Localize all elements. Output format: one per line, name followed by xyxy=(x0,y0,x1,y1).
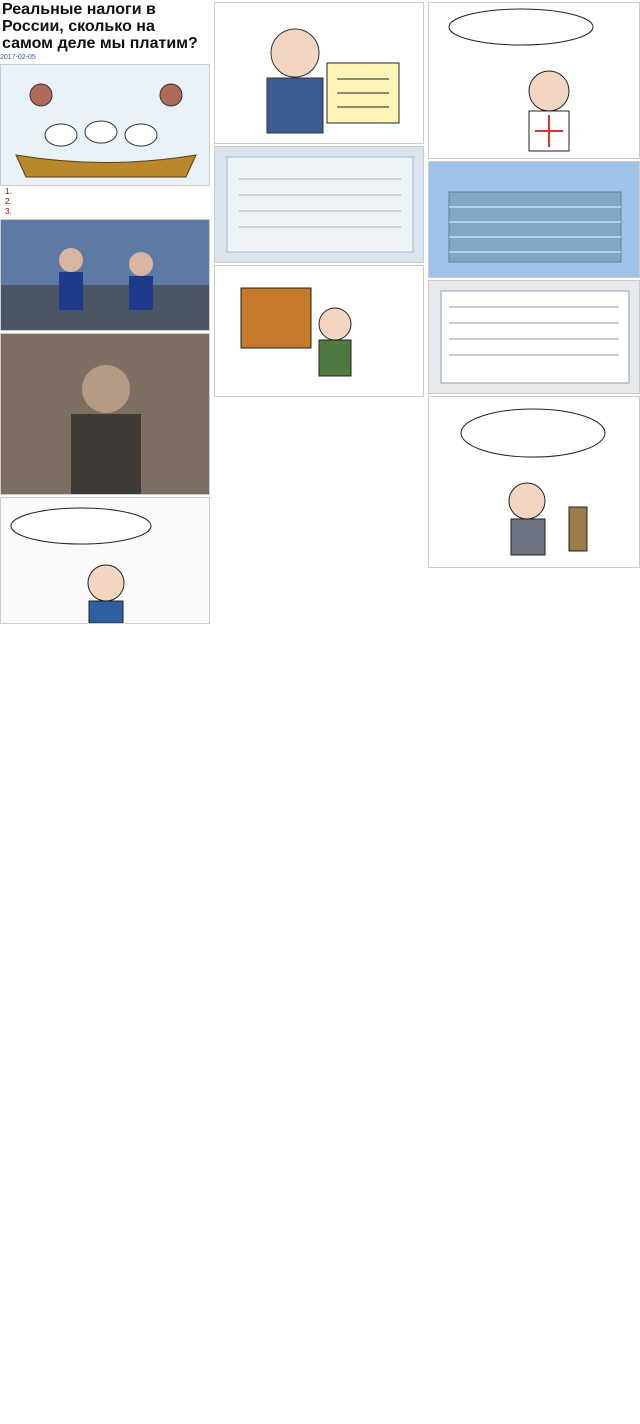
tax-cartoon-image xyxy=(214,2,424,144)
workers-photo xyxy=(1,220,210,330)
receipt-photo xyxy=(428,280,640,394)
column-3 xyxy=(428,0,640,570)
cartoon-illustration xyxy=(1,65,210,185)
example-list xyxy=(2,188,208,217)
article-title: Реальные налоги в России, сколько на самом деле мы платим? xyxy=(2,1,198,52)
building-photo xyxy=(428,161,640,278)
cartoon-image xyxy=(0,64,210,186)
insurance-policy-photo xyxy=(215,147,424,262)
final-cartoon xyxy=(429,397,640,567)
factory-photo xyxy=(0,219,210,331)
list-item xyxy=(14,198,208,207)
elderly-photo xyxy=(0,333,210,495)
pension-fund-building-photo xyxy=(429,162,640,277)
insurance-photo xyxy=(214,146,424,263)
column-1 xyxy=(0,0,210,626)
elderly-person-photo xyxy=(1,334,210,494)
cartoon-illustration xyxy=(1,498,210,623)
medical-cartoon-image xyxy=(428,2,640,159)
list-item xyxy=(14,208,208,217)
payment-receipt-photo xyxy=(429,281,640,393)
medical-cartoon xyxy=(429,3,640,158)
vat-cartoon xyxy=(215,3,424,143)
article-date: 2017-02-05 xyxy=(0,54,36,62)
final-cartoon-image xyxy=(428,396,640,568)
utilities-cartoon-image xyxy=(214,265,424,397)
utilities-cartoon xyxy=(215,266,424,396)
column-2 xyxy=(214,0,424,399)
list-item xyxy=(14,188,208,197)
cartoon-image xyxy=(0,497,210,624)
